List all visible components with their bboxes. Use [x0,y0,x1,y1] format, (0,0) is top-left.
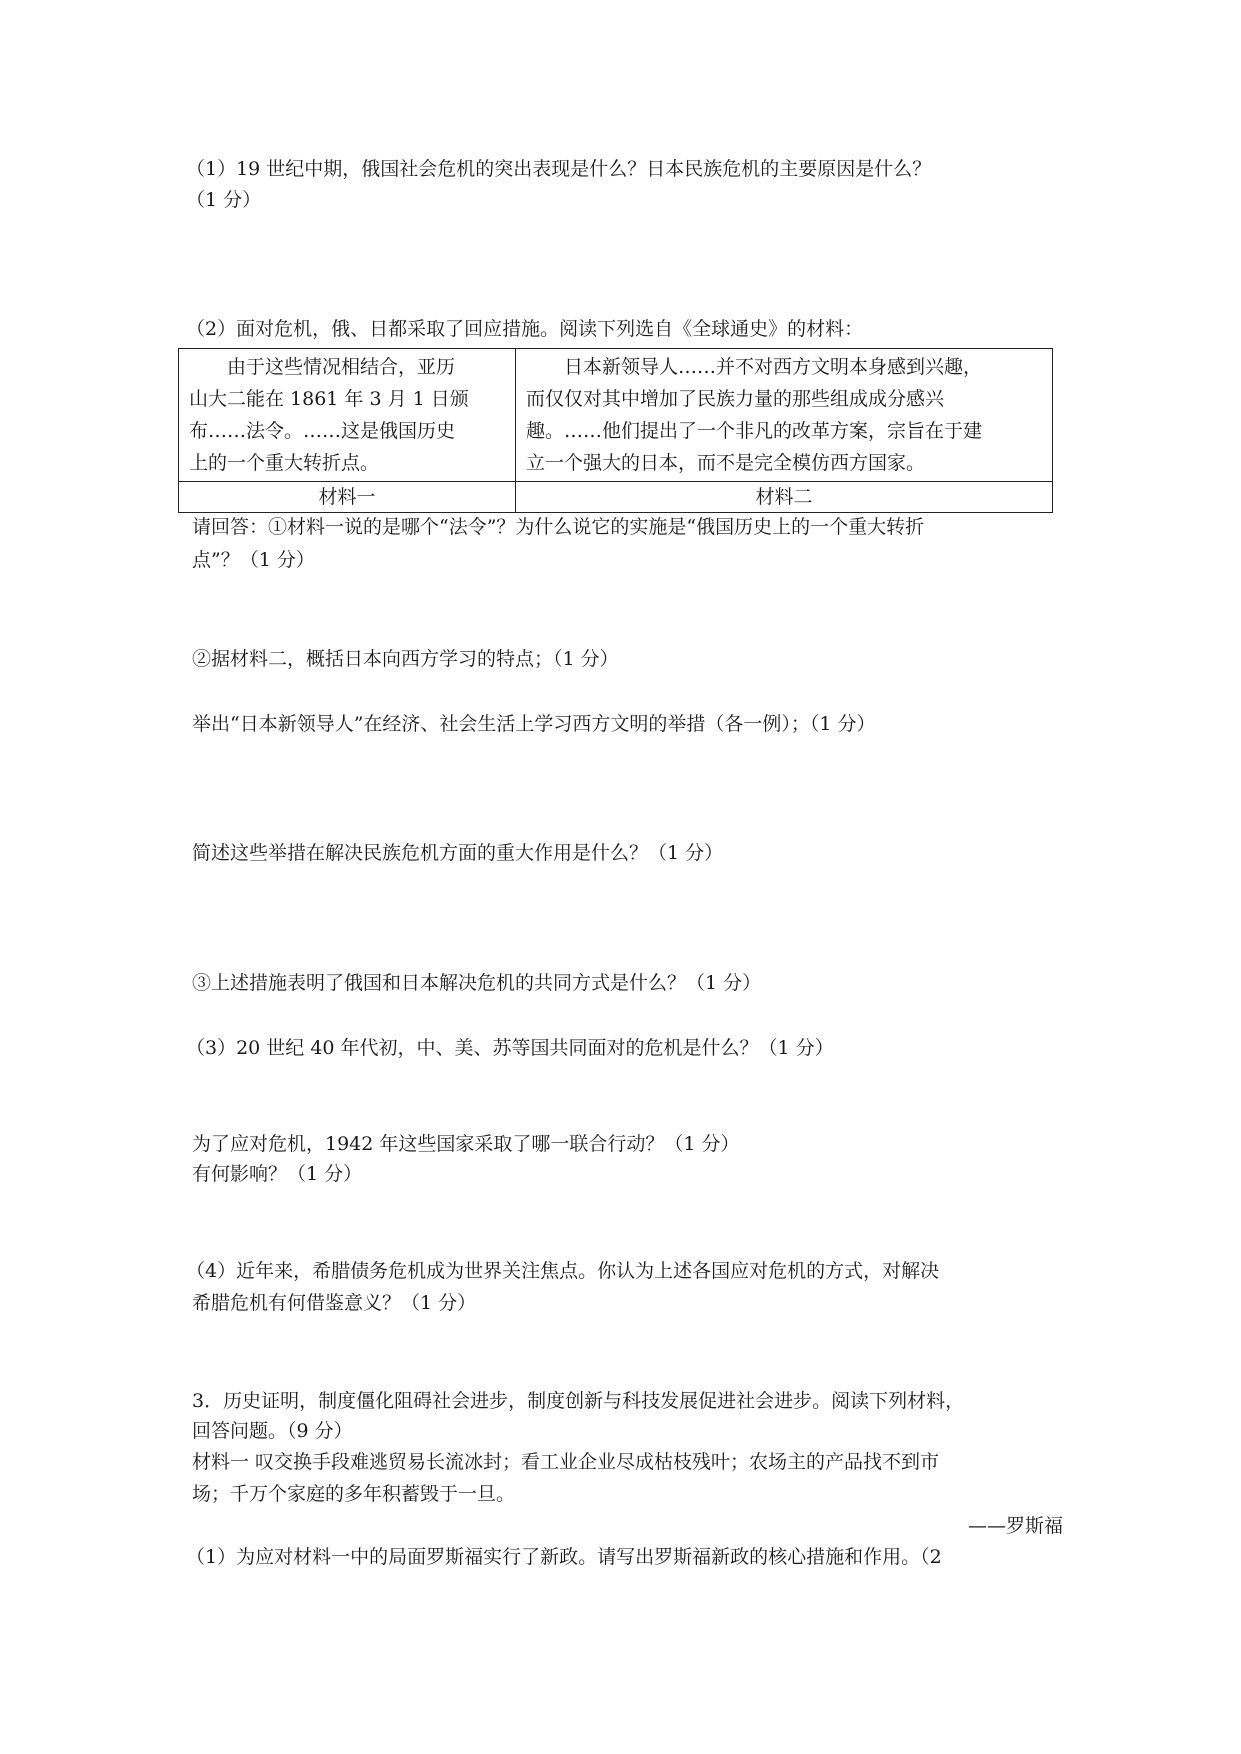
q2-ask4: 简述这些举措在解决民族危机方面的重大作用是什么？（1 分） [192,842,724,864]
material1-line: 由于这些情况相结合，亚历 [227,356,456,378]
material1-label: 材料一 [179,482,516,513]
q3-line1: （3）20 世纪 40 年代初，中、美、苏等国共同面对的危机是什么？（1 分） [186,1037,834,1059]
q2-ask1-line2: 点”？（1 分） [192,549,315,571]
material1-line: 山大二能在 1861 年 3 月 1 日颁 [189,388,469,410]
materials-table [178,348,1053,513]
material2-label: 材料二 [516,482,1053,513]
material2-line: 趣。……他们提出了一个非凡的改革方案，宗旨在于建 [526,420,983,442]
q2-ask2: ②据材料二，概括日本向西方学习的特点；（1 分） [192,648,619,670]
materials-label-row [179,482,1053,513]
material2-line: 立一个强大的日本，而不是完全模仿西方国家。 [526,452,926,474]
section3-q1: （1）为应对材料一中的局面罗斯福实行了新政。请写出罗斯福新政的核心措施和作用。（2 [186,1546,942,1568]
q3-line2: 为了应对危机，1942 年这些国家采取了哪一联合行动？（1 分） [192,1133,740,1155]
section3-line1: 3．历史证明，制度僵化阻碍社会进步，制度创新与科技发展促进社会进步。阅读下列材料， [192,1390,965,1412]
section3-material1-line2: 场；千万个家庭的多年积蓄毁于一旦。 [192,1483,516,1505]
material2-line: 而仅仅对其中增加了民族力量的那些组成成分感兴 [526,388,945,410]
q2-ask1-line1: 请回答：①材料一说的是哪个“法令”？为什么说它的实施是“俄国历史上的一个重大转折 [192,516,925,538]
section3-material1-line1: 材料一 叹交换手段难逃贸易长流冰封；看工业企业尽成枯枝残叶；农场主的产品找不到市 [192,1451,940,1473]
q1-line1: （1）19 世纪中期，俄国社会危机的突出表现是什么？日本民族危机的主要原因是什么？ [186,158,932,180]
material2-line: 日本新领导人……并不对西方文明本身感到兴趣， [564,356,983,378]
section3-source: ——罗斯福 [967,1515,1063,1537]
q2-intro: （2）面对危机，俄、日都采取了回应措施。阅读下列选自《全球通史》的材料： [186,318,864,340]
q3-line3: 有何影响？（1 分） [192,1163,363,1185]
q4-line1: （4）近年来，希腊债务危机成为世界关注焦点。你认为上述各国应对危机的方式，对解决 [186,1260,940,1282]
q1-line2: （1 分） [186,189,262,211]
q2-ask5: ③上述措施表明了俄国和日本解决危机的共同方式是什么？（1 分） [192,972,762,994]
material1-line: 上的一个重大转折点。 [189,452,380,474]
material2-text [516,349,1053,482]
section3-line2: 回答问题。（9 分） [192,1420,353,1442]
material1-text [179,349,516,482]
materials-text-row [179,349,1053,482]
q4-line2: 希腊危机有何借鉴意义？（1 分） [192,1292,477,1314]
material1-line: 布……法令。……这是俄国历史 [189,420,456,442]
q2-ask3: 举出“日本新领导人”在经济、社会生活上学习西方文明的举措（各一例）；（1 分） [192,713,876,735]
